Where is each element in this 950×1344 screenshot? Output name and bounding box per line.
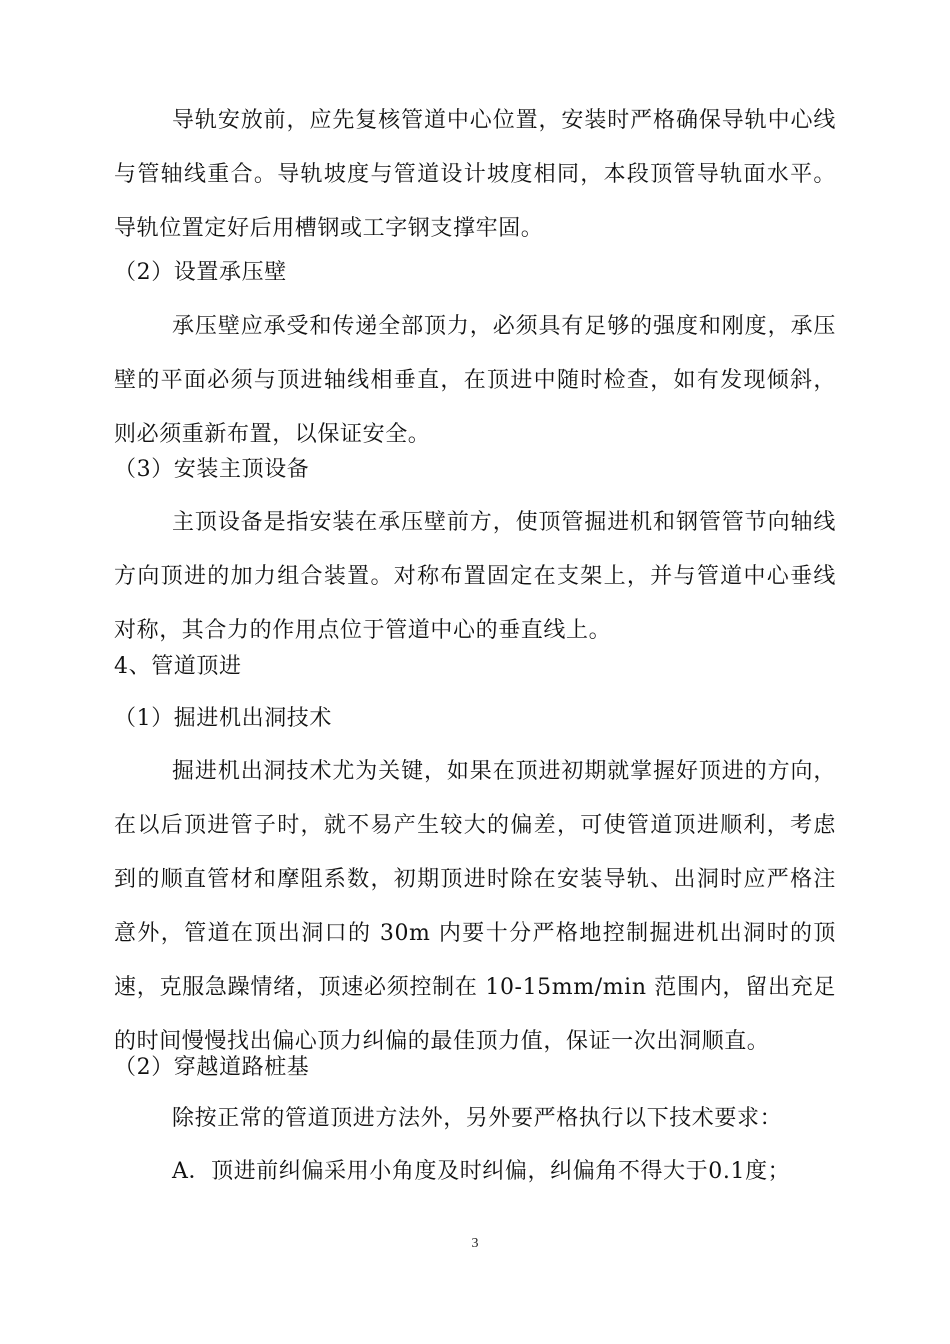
paragraph-technical-requirements: 除按正常的管道顶进方法外，另外要严格执行以下技术要求： (172, 1106, 783, 1131)
heading-road-pile-crossing: （2）穿越道路桩基 (114, 1055, 310, 1080)
heading-bearing-wall: （2）设置承压壁 (114, 260, 287, 285)
paragraph-bearing-wall: 承压壁应承受和传递全部顶力，必须具有足够的强度和刚度，承压壁的平面必须与顶进轴线相垂直，在顶进中随时检查，如有发现倾斜，则必须重新布置，以保证安全。 (114, 314, 836, 447)
paragraph-main-jacking-equipment: 主顶设备是指安装在承压壁前方，使顶管掘进机和钢管管节向轴线方向顶进的加力组合装置。对称布置固定在支架上，并与管道中心垂线对称，其合力的作用点位于管道中心的垂直线上。 (114, 510, 836, 643)
paragraph-launch-technique: 掘进机出洞技术尤为关键，如果在顶进初期就掌握好顶进的方向，在以后顶进管子时，就不易产生较大的偏差，可使管道顶进顺利，考虑到的顺直管材和摩阻系数，初期顶进时除在安装导轨、出洞时应严格注意外，管道在顶出洞口的 30m 内要十分严格地控制掘进机出洞时的顶速，克服急躁情绪，顶速必须控制在 10-15mm/min 范围内，留出充足的时间慢慢找出偏心顶力纠偏的最佳顶力值，保证一次出洞顺直。 (114, 759, 836, 1054)
page-number: 3 (471, 1236, 479, 1251)
list-item-a: A．顶进前纠偏采用小角度及时纠偏，纠偏角不得大于0.1度； (172, 1159, 791, 1184)
heading-launch-technique: （1）掘进机出洞技术 (114, 706, 332, 731)
heading-pipe-jacking: 4、管道顶进 (114, 654, 242, 679)
paragraph-guide-rail: 导轨安放前，应先复核管道中心位置，安装时严格确保导轨中心线与管轴线重合。导轨坡度与管道设计坡度相同，本段顶管导轨面水平。导轨位置定好后用槽钢或工字钢支撑牢固。 (114, 108, 836, 241)
heading-main-jacking-equipment: （3）安装主顶设备 (114, 457, 310, 482)
